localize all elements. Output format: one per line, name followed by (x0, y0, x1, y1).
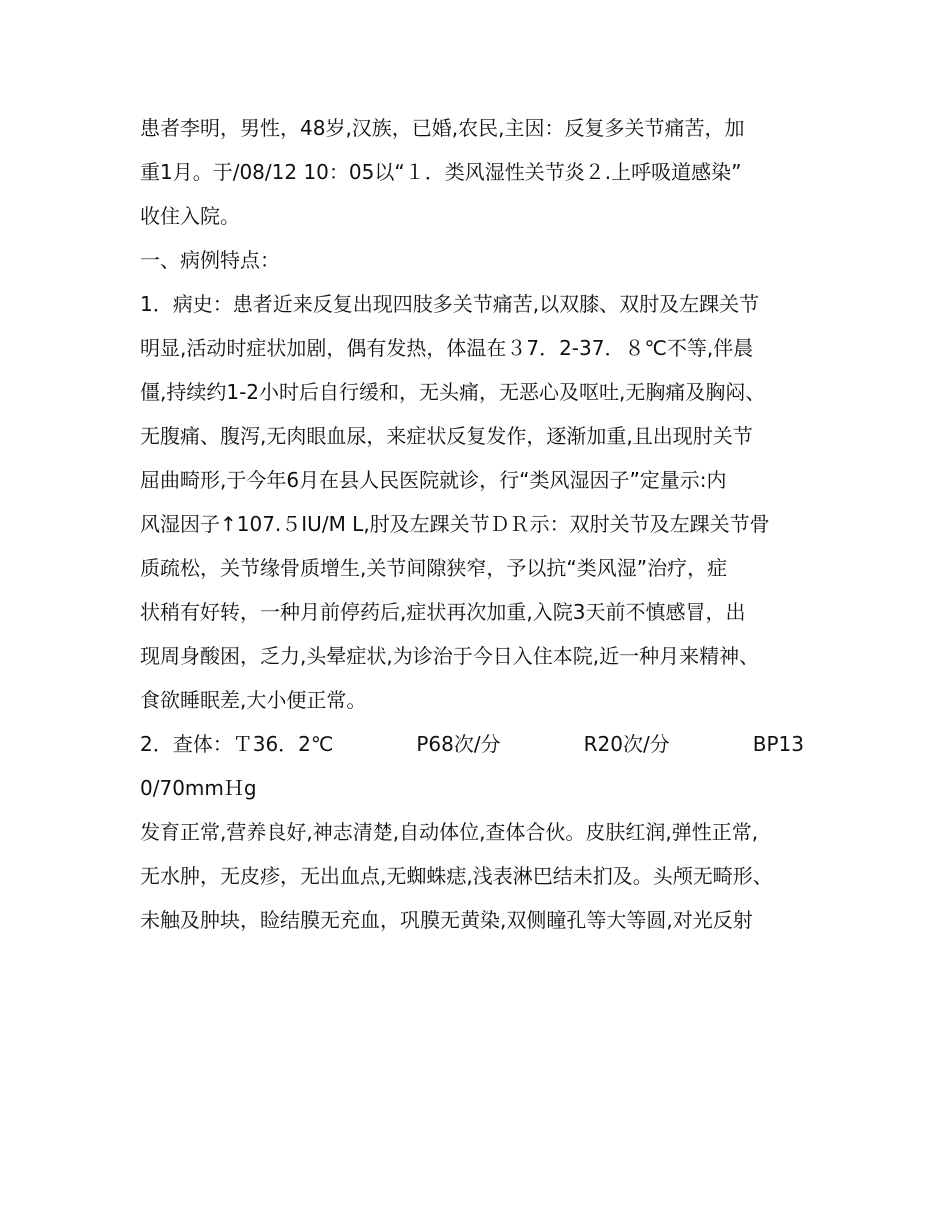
intro-line-3: 收住入院。 (140, 204, 240, 228)
intro-line-1: 患者李明，男性，48岁,汉族，已婚,农民,主因：反复多关节痛苦，加 (140, 116, 745, 140)
exam-temperature: 2．查体：Ｔ36．2℃ (140, 732, 334, 756)
document-page (140, 106, 820, 942)
exam-respiration: R20次/分 (583, 732, 670, 756)
history-line-9: 现周身酸困，乏力,头晕症状,为诊治于今日入住本院,近一种月来精神、 (140, 644, 760, 668)
history-line-3: 僵,持续约1-2小时后自行缓和，无头痛，无恶心及呕吐,无胸痛及胸闷、 (140, 380, 766, 404)
history-line-2: 明显,活动时症状加剧，偶有发热，体温在３7．2-37．８℃不等,伴晨 (140, 336, 754, 360)
history-line-7: 质疏松，关节缘骨质增生,关节间隙狭窄，予以抗“类风湿”治疗，症 (140, 556, 728, 580)
history-line-1: 1．病史：患者近来反复出现四肢多关节痛苦,以双膝、双肘及左踝关节 (140, 292, 760, 316)
intro-line-2: 重1月。于/08/12 10：05以“１．类风湿性关节炎２.上呼吸道感染” (140, 160, 742, 184)
exam-bp-part2: 0/70mmＨg (140, 776, 257, 800)
history-line-6: 风湿因子↑107.５IU/M L,肘及左踝关节ＤＲ示：双肘关节及左踝关节骨 (140, 512, 770, 536)
exam-vitals-row (140, 722, 804, 766)
exam-line-3: 未触及肿块，睑结膜无充血，巩膜无黄染,双侧瞳孔等大等圆,对光反射 (140, 908, 753, 932)
history-line-10: 食欲睡眠差,大小便正常。 (140, 688, 367, 712)
exam-line-2: 无水肿，无皮疹，无出血点,无蜘蛛痣,浅表淋巴结未扪及。头颅无畸形、 (140, 864, 773, 888)
section-heading: 一、病例特点： (140, 248, 280, 272)
history-line-8: 状稍有好转，一种月前停药后,症状再次加重,入院3天前不慎感冒，出 (140, 600, 746, 624)
history-line-4: 无腹痛、腹泻,无肉眼血尿，来症状反复发作，逐渐加重,且出现肘关节 (140, 424, 753, 448)
exam-line-1: 发育正常,营养良好,神志清楚,自动体位,查体合伙。皮肤红润,弹性正常, (140, 820, 759, 844)
exam-bp-part1: BP13 (752, 732, 804, 756)
history-line-5: 屈曲畸形,于今年6月在县人民医院就诊，行“类风湿因子”定量示:内 (140, 468, 727, 492)
exam-pulse: P68次/分 (416, 732, 501, 756)
